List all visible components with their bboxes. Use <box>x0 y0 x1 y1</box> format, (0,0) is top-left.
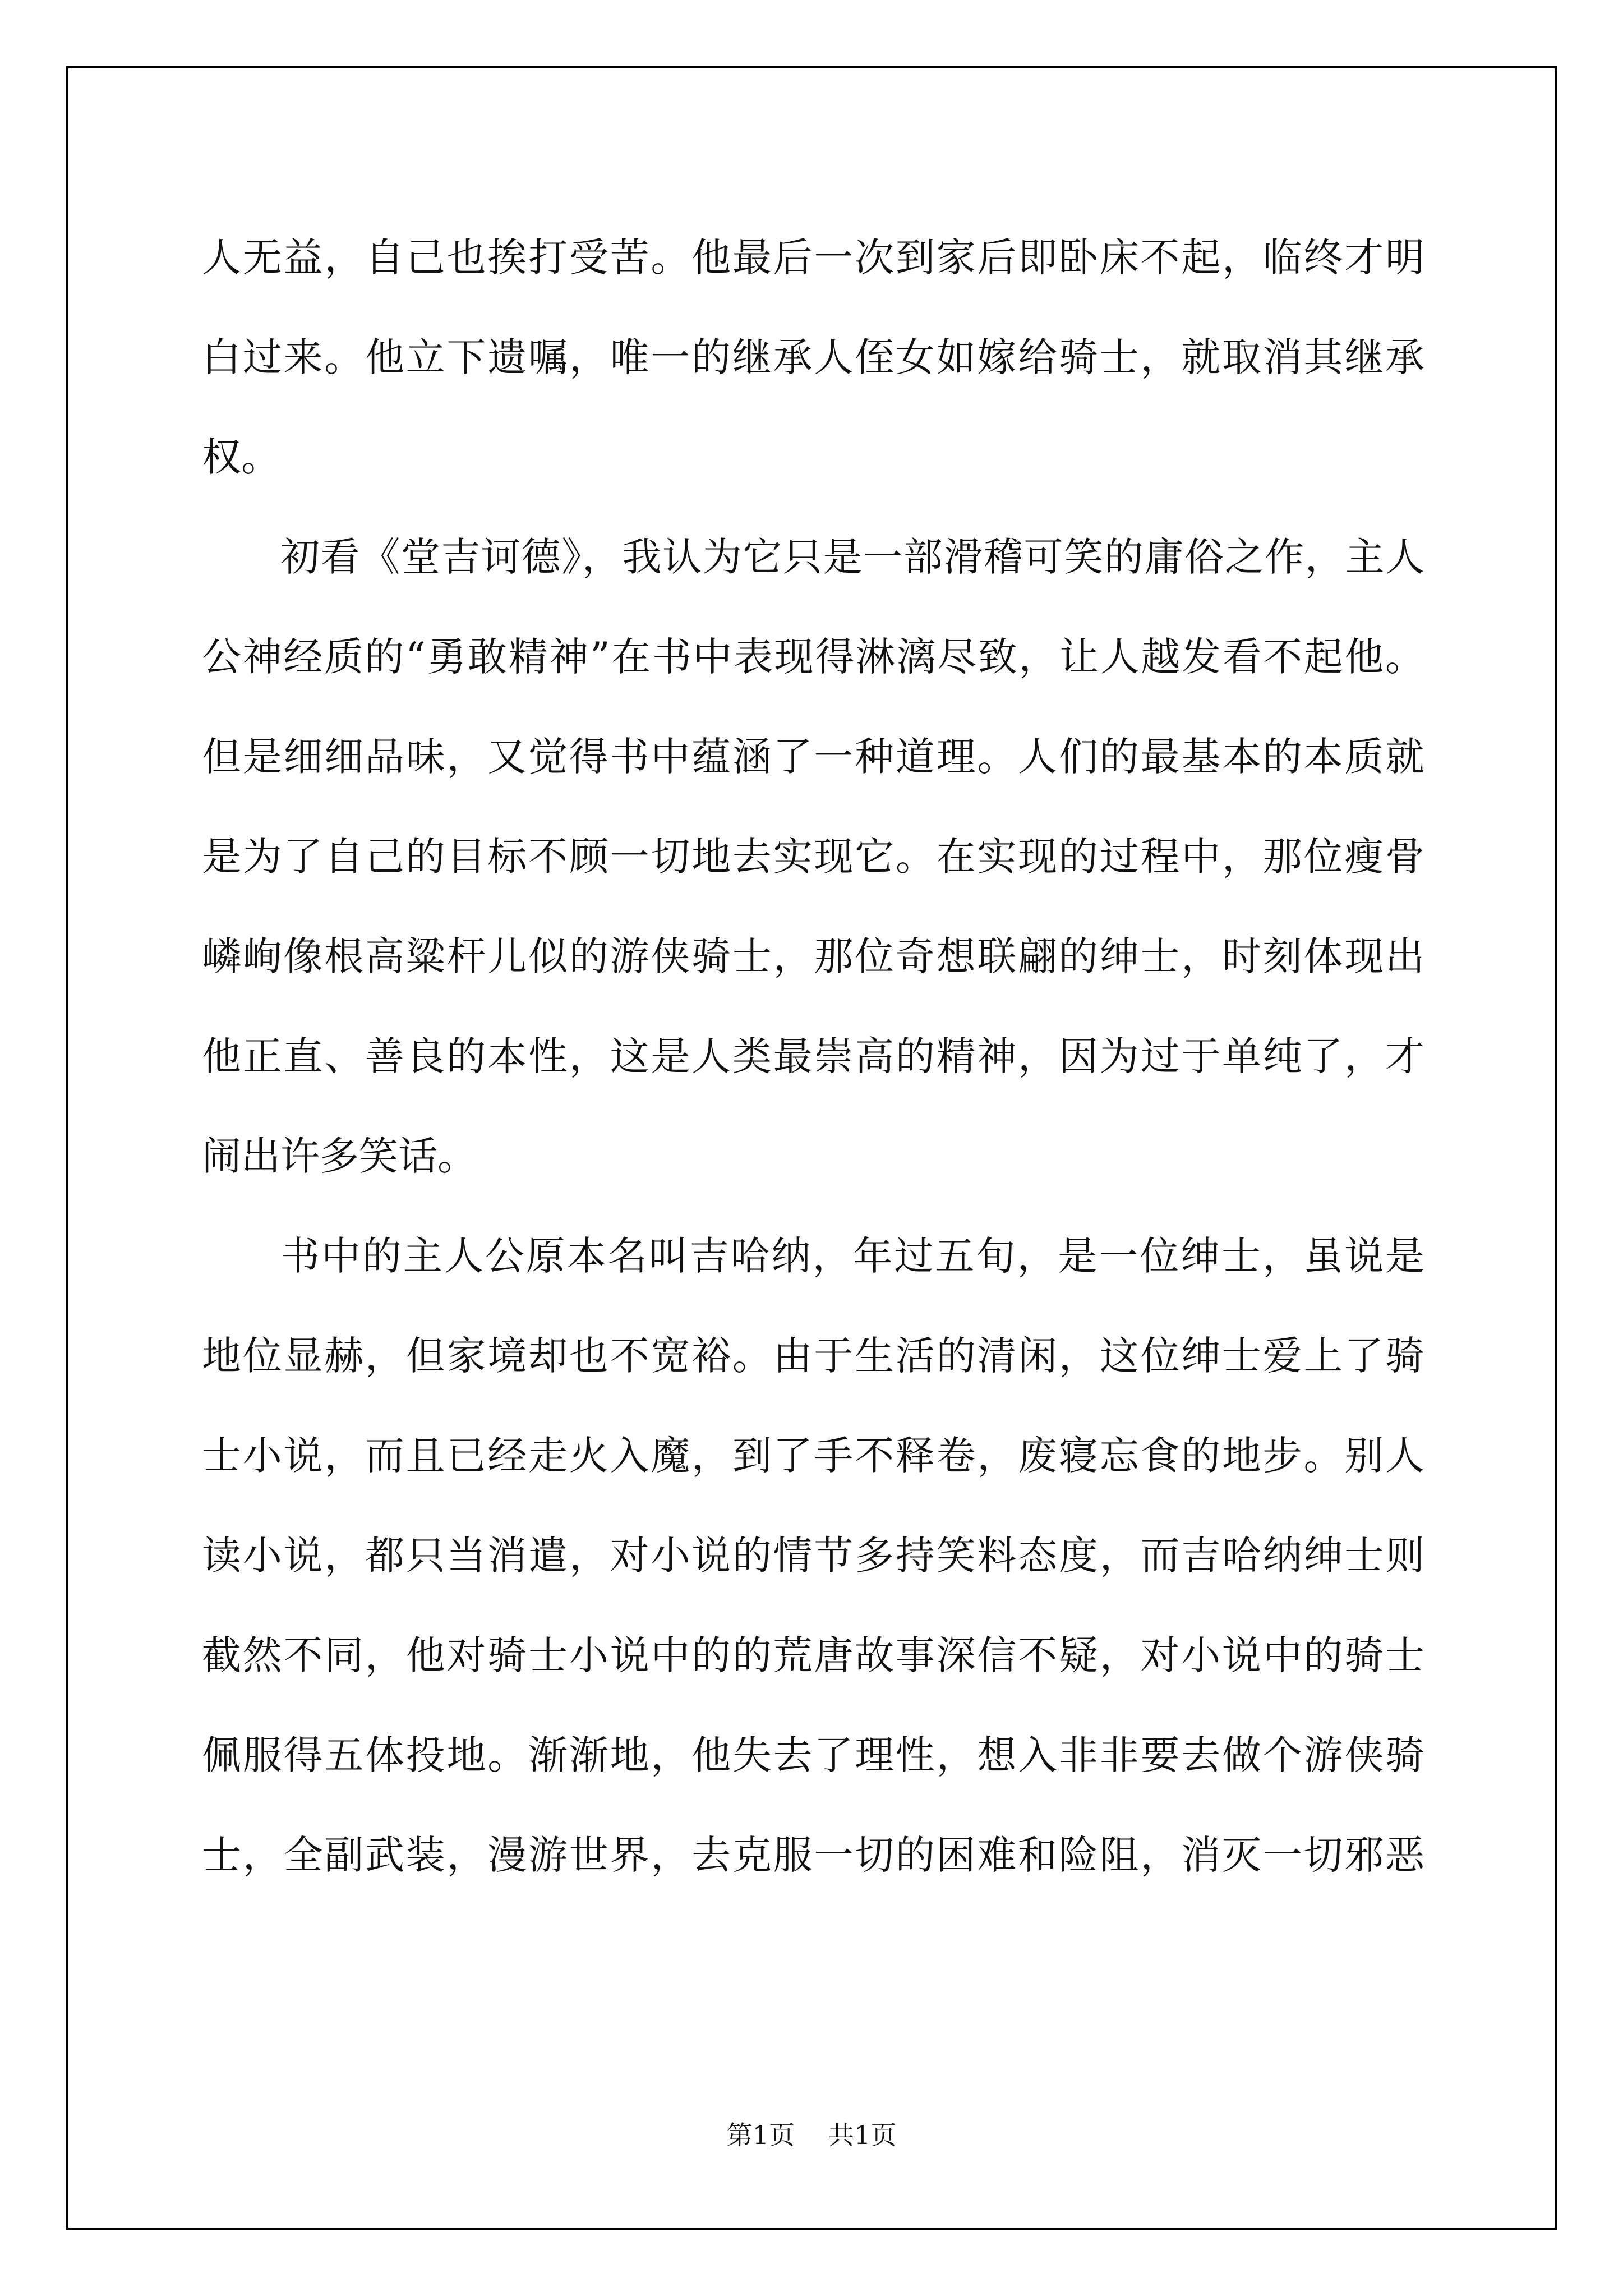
paragraph-2-line-1: 初看《堂吉诃德》，我认为它只是一部滑稽可笑的庸俗之作，主人 <box>280 534 1424 580</box>
paragraph-2-line-4: 是为了自己的目标不顾一切地去实现它。在实现的过程中，那位瘦骨 <box>202 834 1424 880</box>
paragraph-2-line-7: 闹出许多笑话。 <box>202 1133 477 1179</box>
paragraph-2-line-2: 公神经质的“勇敢精神”在书中表现得淋漓尽致，让人越发看不起他。 <box>202 634 1424 680</box>
paragraph-3-line-7: 士，全副武装，漫游世界，去克服一切的困难和险阻，消灭一切邪恶 <box>202 1832 1424 1878</box>
document-body <box>202 208 1424 1905</box>
paragraph-3-line-2: 地位显赫，但家境却也不宽裕。由于生活的清闲，这位绅士爱上了骑 <box>202 1333 1424 1379</box>
paragraph-1-line-3: 权。 <box>202 434 280 480</box>
paragraph-2-line-3: 但是细细品味，又觉得书中蕴涵了一种道理。人们的最基本的本质就 <box>202 734 1424 780</box>
paragraph-1-line-1: 人无益，自己也挨打受苦。他最后一次到家后即卧床不起，临终才明 <box>202 234 1424 280</box>
page-footer <box>0 2115 1623 2152</box>
paragraph-3-line-4: 读小说，都只当消遣，对小说的情节多持笑料态度，而吉哈纳绅士则 <box>202 1533 1424 1579</box>
page-number-total: 共1页 <box>828 2120 897 2150</box>
paragraph-3-line-5: 截然不同，他对骑士小说中的的荒唐故事深信不疑，对小说中的骑士 <box>202 1632 1424 1678</box>
page-number-current: 第1页 <box>726 2120 795 2150</box>
paragraph-2-line-5: 嶙峋像根高粱杆儿似的游侠骑士，那位奇想联翩的绅士，时刻体现出 <box>202 933 1424 979</box>
paragraph-2-line-6: 他正直、善良的本性，这是人类最崇高的精神，因为过于单纯了，才 <box>202 1033 1424 1079</box>
paragraph-3-line-1: 书中的主人公原本名叫吉哈纳，年过五旬，是一位绅士，虽说是 <box>280 1233 1424 1279</box>
paragraph-3-line-3: 士小说，而且已经走火入魔，到了手不释卷，废寝忘食的地步。别人 <box>202 1433 1424 1479</box>
paragraph-3-line-6: 佩服得五体投地。渐渐地，他失去了理性，想入非非要去做个游侠骑 <box>202 1732 1424 1778</box>
paragraph-1-line-2: 白过来。他立下遗嘱，唯一的继承人侄女如嫁给骑士，就取消其继承 <box>202 334 1424 380</box>
